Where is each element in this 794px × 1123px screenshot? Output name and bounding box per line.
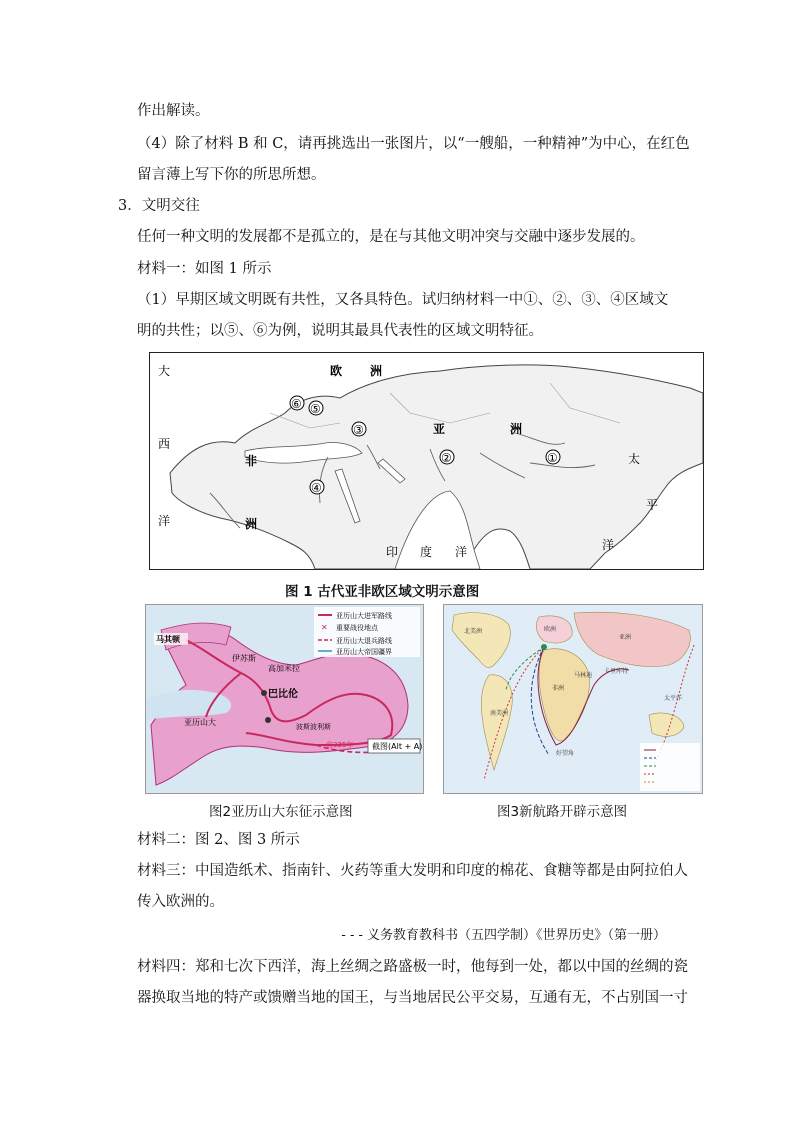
text-line-13: 材料四：郑和七次下西洋，海上丝绸之路盛极一时，他每到一处，都以中国的丝绸的瓷: [137, 959, 688, 975]
place-macedon: 马其顿: [156, 635, 180, 644]
place-persepolis: 波斯波利斯: [296, 723, 331, 731]
label-yang-indian: 洋: [455, 545, 468, 559]
svg-text:✕: ✕: [321, 623, 328, 632]
svg-text:③: ③: [353, 423, 364, 437]
figure1-caption: 图 1 古代亚非欧区域文明示意图: [285, 584, 480, 600]
svg-text:亚历山大退兵路线: 亚历山大退兵路线: [336, 637, 392, 645]
label-xi: 西: [158, 437, 171, 451]
figure2-map: [145, 604, 424, 794]
label-yang-west: 洋: [158, 514, 171, 528]
figure3-caption: 图3新航路开辟示意图: [497, 804, 628, 820]
label-europe: 欧洲: [544, 626, 557, 633]
text-line-10: 材料三：中国造纸术、指南针、火药等重大发明和印度的棉花、食糖等都是由阿拉伯人: [137, 863, 688, 879]
screenshot-tooltip: [368, 739, 422, 753]
place-year: 前325年: [326, 741, 354, 749]
label-calicut: 卡里库特: [604, 668, 629, 675]
label-zhou-as: 洲: [510, 422, 523, 436]
text-line-11: 传入欧洲的。: [137, 894, 224, 910]
figure3-map: [443, 604, 703, 794]
label-fei: 非: [245, 454, 258, 468]
text-line-5: 任何一种文明的发展都不是孤立的，是在与其他文明冲突与交融中逐步发展的。: [137, 229, 645, 245]
label-yang-pacific: 洋: [602, 538, 615, 552]
text-line-14: 器换取当地的特产或馈赠当地的国王，与当地居民公平交易，互通有无，不占别国一寸: [137, 990, 688, 1006]
figure1-map: [149, 352, 704, 570]
label-north-america: 北美洲: [464, 628, 483, 635]
svg-text:截图(Alt + A): 截图(Alt + A): [372, 742, 423, 751]
label-pacific: 太平洋: [664, 695, 683, 702]
label-zhou-af: 洲: [245, 517, 258, 531]
place-issus: 伊苏斯: [232, 654, 256, 663]
figure2-legend: [314, 607, 420, 657]
question-1: （1）早期区域文明既有共性，又各具特色。试归纳材料一中①、②、③、④区域文: [137, 292, 669, 308]
text-line-1: 作出解读。: [137, 103, 210, 119]
label-da: 大: [158, 364, 171, 378]
label-zhou-eu: 洲: [370, 364, 383, 378]
place-alexandria: 亚历山大: [184, 718, 216, 727]
label-tai: 太: [628, 452, 641, 466]
label-asia: 亚洲: [619, 634, 632, 641]
figure3-legend: [640, 743, 700, 791]
section-heading: 3．文明交往: [118, 198, 200, 214]
source-citation: - - - 义务教育教科书（五四学制）《世界历史》（第一册）: [341, 928, 666, 943]
svg-text:⑥: ⑥: [291, 397, 302, 411]
figure2-caption: 图2亚历山大东征示意图: [209, 804, 353, 820]
label-south-america: 南美洲: [490, 710, 509, 717]
place-gaugamela: 高加米拉: [268, 664, 300, 673]
text-line-3: 留言薄上写下你的所思所想。: [137, 167, 326, 183]
text-line-2: （4）除了材料 B 和 C，请再挑选出一张图片，以“一艘船，一种精神”为中心，在红色: [137, 136, 690, 152]
text-line-6: 材料一：如图 1 所示: [137, 261, 272, 277]
label-cape: 好望角: [556, 750, 575, 757]
svg-text:①: ①: [547, 451, 558, 465]
label-ya: 亚: [433, 422, 446, 436]
label-ping: 平: [646, 498, 659, 512]
svg-text:②: ②: [441, 451, 452, 465]
svg-text:④: ④: [311, 481, 322, 495]
label-du: 度: [420, 545, 433, 559]
label-ou: 欧: [330, 364, 343, 378]
text-line-9: 材料二：图 2、图 3 所示: [137, 832, 300, 848]
svg-text:亚历山大进军路线: 亚历山大进军路线: [336, 612, 392, 620]
question-1-cont: 明的共性；以⑤、⑥为例，说明其最具代表性的区域文明特征。: [137, 323, 543, 339]
place-babylon: 巴比伦: [268, 689, 298, 700]
svg-text:亚历山大帝国疆界: 亚历山大帝国疆界: [336, 648, 392, 656]
svg-text:重要战役地点: 重要战役地点: [336, 624, 378, 632]
label-yin: 印: [386, 545, 399, 559]
label-malindi: 马林迪: [574, 672, 593, 679]
svg-text:⑤: ⑤: [310, 402, 321, 416]
label-africa: 非洲: [552, 685, 565, 692]
